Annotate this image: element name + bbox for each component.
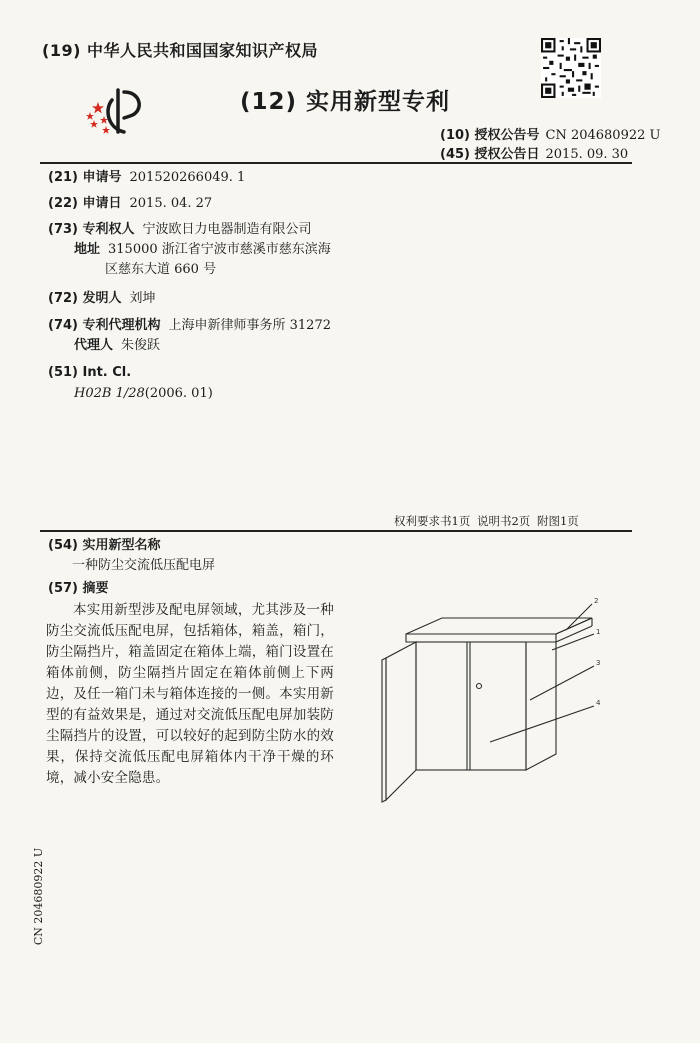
- int-cl-year: (2006. 01): [144, 386, 213, 401]
- inventor-value: 刘坤: [129, 291, 156, 306]
- abstract-section-label: (57) 摘要: [48, 581, 109, 596]
- abstract-figure: [380, 592, 610, 807]
- application-number: [48, 169, 245, 186]
- address-line-1: 315000 浙江省宁波市慈溪市慈东滨海: [108, 242, 331, 257]
- door-handle: [477, 684, 482, 689]
- filing-date-label: (22) 申请日: [48, 196, 122, 211]
- abstract-text: 本实用新型涉及配电屏领域，尤其涉及一种防尘交流低压配电屏，包括箱体，箱盖，箱门，防尘隔挡片，箱盖固定在箱体上端，箱门设置在箱体前侧，防尘隔挡片固定在箱体前侧上下两边，及任一箱门未与箱体连接的一侧。本实用新型的有益效果是，通过对交流低压配电屏加装防尘隔挡片的设置，可以较好的起到防尘防水的效果，保持交流低压配电屏箱体内干净干燥的环境，减小安全隐患。: [46, 602, 334, 786]
- patent-agent-value: 朱俊跃: [121, 338, 161, 353]
- figure-label-2: 2: [594, 597, 599, 605]
- cabinet-lid: [406, 618, 592, 634]
- patentee: [48, 221, 312, 238]
- figure-label-3: 3: [596, 659, 601, 667]
- section-rule: [40, 530, 632, 532]
- int-cl-classification: [74, 385, 213, 402]
- patent-agent: [74, 337, 160, 354]
- application-number-label: (21) 申请号: [48, 170, 122, 185]
- side-publication-number: CN 204680922 U: [32, 847, 46, 946]
- filing-date: [48, 195, 212, 212]
- publication-date-label: (45) 授权公告日: [440, 147, 540, 162]
- cabinet-door-open: [386, 642, 416, 800]
- publication-number-label: (10) 授权公告号: [440, 128, 540, 143]
- figure-label-1: 1: [596, 628, 601, 636]
- address-label: 地址: [74, 242, 101, 257]
- patentee-value: 宁波欧日力电器制造有限公司: [142, 222, 312, 237]
- inventor: [48, 290, 156, 307]
- patent-agency-value: 上海申新律师事务所 31272: [168, 318, 331, 333]
- cnipa-logo: [84, 82, 148, 138]
- address: [74, 241, 331, 258]
- patent-agent-label: 代理人: [74, 338, 114, 353]
- publication-date-value: 2015. 09. 30: [545, 147, 629, 162]
- filing-date-value: 2015. 04. 27: [129, 196, 213, 211]
- figure-label-4: 4: [596, 699, 601, 707]
- patentee-label: (73) 专利权人: [48, 222, 135, 237]
- application-number-value: 201520266049. 1: [129, 170, 246, 185]
- cabinet-side: [526, 642, 556, 770]
- address-line-2: 区慈东大道 660 号: [105, 262, 217, 277]
- int-cl-code: H02B 1/28: [74, 386, 145, 401]
- int-cl: [48, 364, 131, 381]
- utility-model-title: 一种防尘交流低压配电屏: [72, 558, 216, 573]
- header-rule: [40, 162, 632, 164]
- title-section-label: (54) 实用新型名称: [48, 538, 161, 553]
- issuing-office: (19) 中华人民共和国国家知识产权局: [42, 41, 318, 60]
- patent-agency: [48, 317, 331, 334]
- page-counts: 权利要求书1页 说明书2页 附图1页: [394, 514, 579, 528]
- publication-number-value: CN 204680922 U: [545, 128, 661, 143]
- publication-number: [440, 124, 660, 143]
- document-type: (12) 实用新型专利: [240, 89, 451, 115]
- cabinet-body: [416, 642, 526, 770]
- qr-code: [541, 38, 601, 98]
- patent-agency-label: (74) 专利代理机构: [48, 318, 161, 333]
- publication-date: [440, 143, 628, 162]
- inventor-label: (72) 发明人: [48, 291, 122, 306]
- int-cl-label: (51) Int. Cl.: [48, 365, 132, 380]
